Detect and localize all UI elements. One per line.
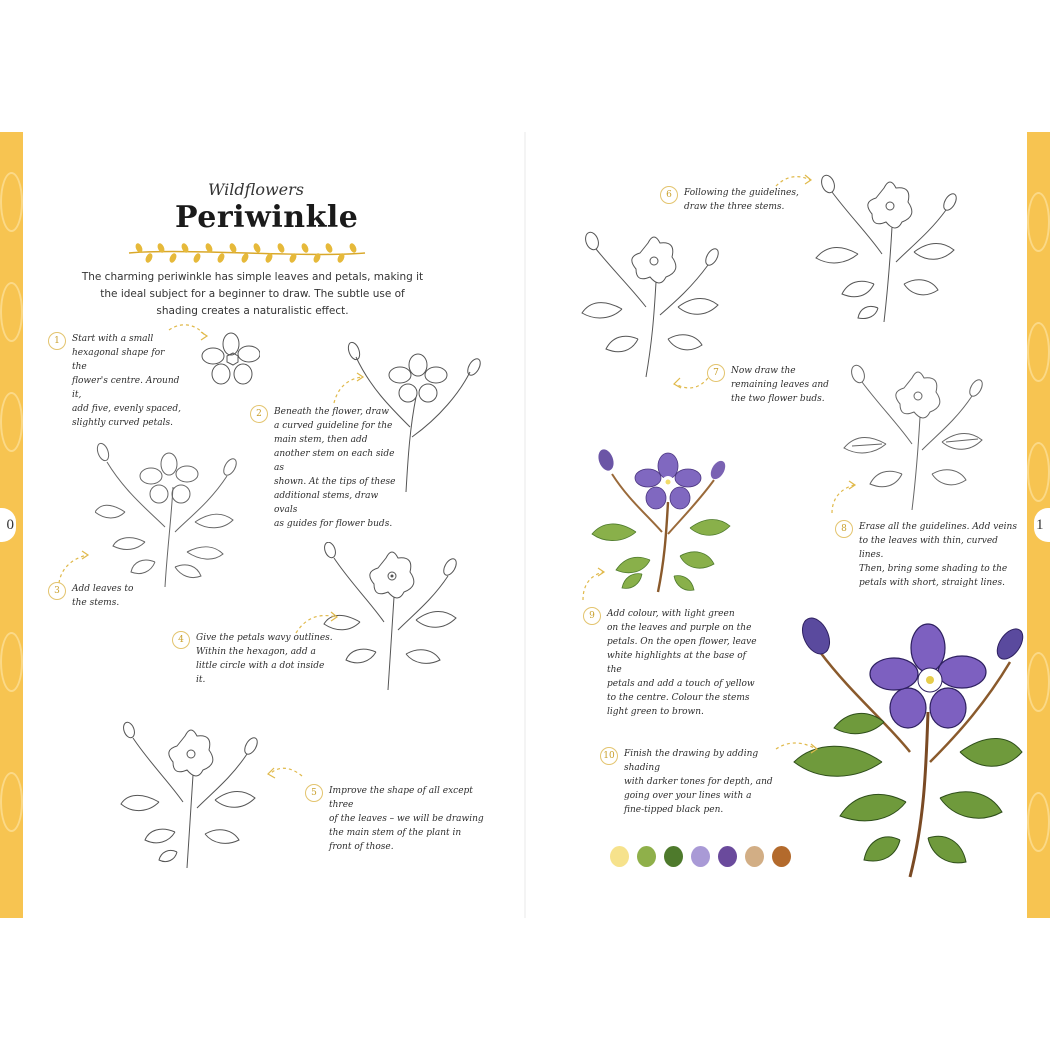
book-spread xyxy=(0,132,1050,918)
step-number: 2 xyxy=(250,405,268,423)
step-text: Erase all the guidelines. Add veins to the leaves with thin, curved lines. Then, bring some shading to the petals with short, straight lines. xyxy=(859,522,1017,588)
colour-swatch xyxy=(718,846,737,867)
colour-swatch xyxy=(691,846,710,867)
left-page-number: 0 xyxy=(0,508,16,542)
step-number: 1 xyxy=(48,332,66,350)
intro-paragraph: The charming periwinkle has simple leaves and petals, making it the ideal subject for a beginner to draw. The subtle use of shading creates a naturalistic effect. xyxy=(81,271,424,317)
page-title: Periwinkle xyxy=(175,200,359,235)
chapter-subtitle: Wildflowers xyxy=(208,180,304,199)
colour-swatch xyxy=(772,846,791,867)
step-7-leaves-buds-sketch xyxy=(812,172,962,327)
step-text: Add colour, with light green on the leaves and purple on the petals. On the open flower, leave white highlights at the base of the petals and add a touch of yellow to the centre. Colour the stems light green to brown. xyxy=(607,609,757,717)
arrow-icon xyxy=(330,367,370,407)
step-6-stems-sketch xyxy=(580,227,725,382)
step-number: 10 xyxy=(600,747,618,765)
colour-swatch xyxy=(745,846,764,867)
arrow-icon xyxy=(668,372,713,397)
step-number: 5 xyxy=(305,784,323,802)
step-text: Now draw the remaining leaves and the two flower buds. xyxy=(731,366,829,404)
right-page-number: 1 xyxy=(1034,508,1050,542)
step-text: Finish the drawing by adding shading with darker tones for depth, and going over your lines with a fine-tipped black pen. xyxy=(624,749,773,815)
colour-swatch xyxy=(637,846,656,867)
step-text: Following the guidelines, draw the three stems. xyxy=(684,188,799,212)
colour-swatch xyxy=(610,846,629,867)
step-text: Give the petals wavy outlines. Within the hexagon, add a little circle with a dot inside it. xyxy=(196,633,333,685)
colour-swatch xyxy=(664,846,683,867)
step-10-final-periwinkle xyxy=(790,612,1025,882)
step-5-refined-leaves-sketch xyxy=(115,720,265,870)
step-number: 4 xyxy=(172,631,190,649)
arrow-icon xyxy=(772,170,817,195)
step-text: Start with a small hexagonal shape for the flower's centre. Around it, add five, evenly spaced, slightly curved petals. xyxy=(72,334,181,428)
arrow-icon xyxy=(577,564,612,604)
step-8-shaded-sketch xyxy=(842,362,992,512)
step-number: 3 xyxy=(48,582,66,600)
step-text: Add leaves to the stems. xyxy=(72,584,134,608)
step-number: 6 xyxy=(660,186,678,204)
arrow-icon xyxy=(55,547,95,587)
step-number: 7 xyxy=(707,364,725,382)
arrow-icon xyxy=(262,762,307,787)
step-3-leaves-sketch xyxy=(95,442,245,592)
page-gutter xyxy=(524,132,526,918)
vine-divider-icon xyxy=(127,242,367,264)
step-1-flower-sketch xyxy=(165,322,260,392)
step-number: 8 xyxy=(835,520,853,538)
arrow-icon xyxy=(826,477,861,517)
step-text: Beneath the flower, draw a curved guideline for the main stem, then add another stem on each side as shown. At the tips of these additional stems, draw ovals as guides for flower buds. xyxy=(274,407,396,529)
step-text: Improve the shape of all except three of the leaves – we will be drawing the main stem of the plant in front of those. xyxy=(329,786,484,852)
step-number: 9 xyxy=(583,607,601,625)
